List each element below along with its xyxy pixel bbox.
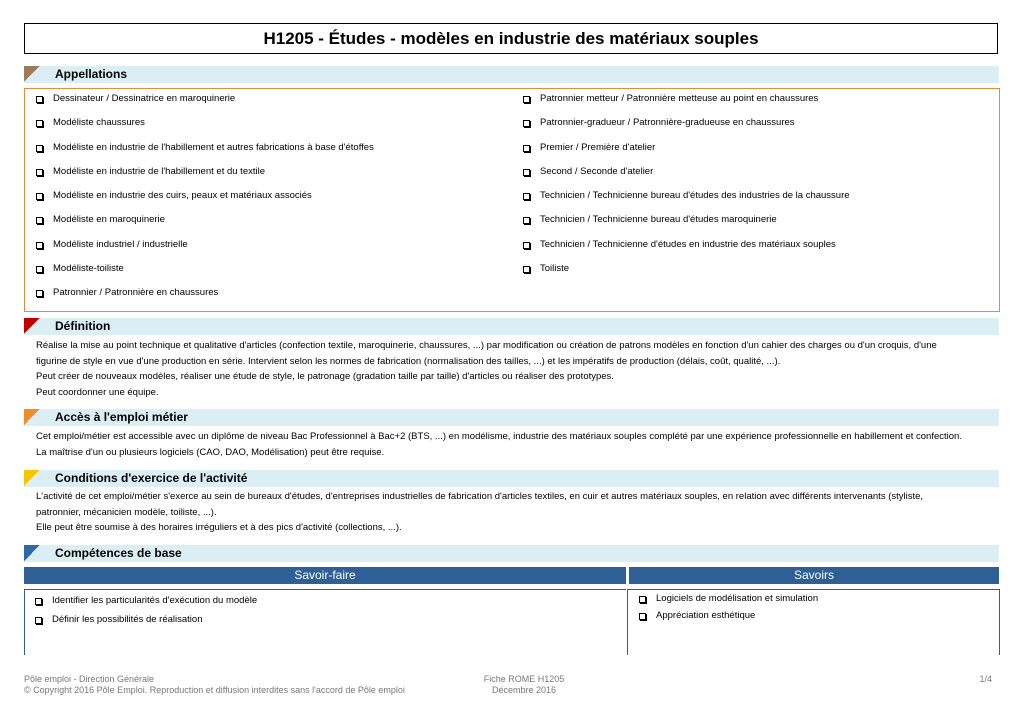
checkbox-icon xyxy=(36,242,43,249)
checkbox-icon xyxy=(523,217,530,224)
definition-text: Réalise la mise au point technique et qualitative d'articles (confection textile, maroquinerie, chaussures, ...) par modification ou création de patrons modèles en fonction d'un cahier des charges ou d'un croquis, d'une figurine de style en vue d'une production en série. Intervient selon les normes de fabrication (normalisation des tailles, ...) et les impératifs de production (délais, coût, qualité, ...). Peut créer de nouveaux modèles, réaliser une étude de style, le patronage (gradation taille par taille) d'articles ou réaliser des prototypes. Peut coordonner une équipe. xyxy=(36,340,937,398)
list-item: Patronnier-gradueur / Patronnière-gradueuse en chaussures xyxy=(523,117,850,141)
section-title: Définition xyxy=(55,319,111,333)
checkbox-icon xyxy=(639,596,646,603)
section-marker-icon xyxy=(24,66,40,82)
list-item: Technicien / Technicienne bureau d'études des industries de la chaussure xyxy=(523,190,850,214)
list-item: Appréciation esthétique xyxy=(639,610,755,621)
appellations-left-list xyxy=(36,93,374,312)
list-item: Modéliste chaussures xyxy=(36,117,374,141)
list-item: Modéliste en industrie de l'habillement et du textile xyxy=(36,166,374,190)
list-item: Modéliste en industrie des cuirs, peaux et matériaux associés xyxy=(36,190,374,214)
list-item: Patronnier metteur / Patronnière metteuse au point en chaussures xyxy=(523,93,850,117)
page-number: 1/4 xyxy=(979,674,992,684)
checkbox-icon xyxy=(36,120,43,127)
appellations-right-list xyxy=(523,93,850,287)
checkbox-icon xyxy=(523,193,530,200)
section-marker-icon xyxy=(24,318,40,334)
list-item: Technicien / Technicienne bureau d'études maroquinerie xyxy=(523,214,850,238)
section-title: Conditions d'exercice de l'activité xyxy=(55,471,248,485)
list-item: Premier / Première d'atelier xyxy=(523,142,850,166)
section-marker-icon xyxy=(24,470,40,486)
section-header-conditions xyxy=(24,470,999,487)
checkbox-icon xyxy=(523,169,530,176)
list-item: Patronnier / Patronnière en chaussures xyxy=(36,287,374,311)
list-item: Définir les possibilités de réalisation xyxy=(35,614,203,625)
checkbox-icon xyxy=(36,290,43,297)
savoirs-header: Savoirs xyxy=(629,567,999,584)
acces-text: Cet emploi/métier est accessible avec un diplôme de niveau Bac Professionnel à Bac+2 (BTS, ...) en modélisme, industrie des matériaux souples complété par une expérience professionnelle en habillement et confection. La maîtrise d'un ou plusieurs logiciels (CAO, DAO, Modélisation) peut être requise. xyxy=(36,431,962,458)
list-item: Modéliste industriel / industrielle xyxy=(36,239,374,263)
checkbox-icon xyxy=(523,96,530,103)
list-item: Second / Seconde d'atelier xyxy=(523,166,850,190)
list-item: Modéliste en maroquinerie xyxy=(36,214,374,238)
list-item: Modéliste-toiliste xyxy=(36,263,374,287)
savoir-faire-header: Savoir-faire xyxy=(24,567,626,584)
section-title: Compétences de base xyxy=(55,546,182,560)
page-title: H1205 - Études - modèles en industrie des matériaux souples xyxy=(24,23,998,54)
footer-center: Fiche ROME H1205 Décembre 2016 xyxy=(483,674,565,695)
checkbox-icon xyxy=(36,266,43,273)
section-header-acces xyxy=(24,409,999,426)
checkbox-icon xyxy=(523,242,530,249)
footer-left: Pôle emploi - Direction Générale © Copyright 2016 Pôle Emploi. Reproduction et diffusion interdites sans l'accord de Pôle emploi xyxy=(24,674,405,695)
section-title: Accès à l'emploi métier xyxy=(55,410,188,424)
checkbox-icon xyxy=(35,617,42,624)
checkbox-icon xyxy=(523,120,530,127)
checkbox-icon xyxy=(36,169,43,176)
appellations-box xyxy=(24,88,1000,312)
section-marker-icon xyxy=(24,409,40,425)
section-header-definition xyxy=(24,318,999,335)
list-item: Dessinateur / Dessinatrice en maroquinerie xyxy=(36,93,374,117)
checkbox-icon xyxy=(36,217,43,224)
checkbox-icon xyxy=(36,96,43,103)
checkbox-icon xyxy=(523,145,530,152)
checkbox-icon xyxy=(36,193,43,200)
checkbox-icon xyxy=(35,598,42,605)
list-item: Toiliste xyxy=(523,263,850,287)
section-marker-icon xyxy=(24,545,40,561)
section-header-appellations xyxy=(24,66,999,83)
section-title: Appellations xyxy=(55,67,128,81)
list-item: Technicien / Technicienne d'études en industrie des matériaux souples xyxy=(523,239,850,263)
list-item: Identifier les particularités d'exécution du modèle xyxy=(35,595,257,606)
conditions-text: L'activité de cet emploi/métier s'exerce au sein de bureaux d'études, d'entreprises industrielles de fabrication d'articles textiles, en cuir et autres matériaux souples, en relation avec différents intervenants (styliste, patronnier, mécanicien modèle, toiliste, ...). Elle peut être soumise à des horaires irréguliers et à des pics d'activité (collections, ...). xyxy=(36,491,924,533)
list-item: Modéliste en industrie de l'habillement et autres fabrications à base d'étoffes xyxy=(36,142,374,166)
section-header-competences xyxy=(24,545,999,562)
checkbox-icon xyxy=(639,613,646,620)
checkbox-icon xyxy=(523,266,530,273)
checkbox-icon xyxy=(36,145,43,152)
list-item: Logiciels de modélisation et simulation xyxy=(639,593,818,604)
